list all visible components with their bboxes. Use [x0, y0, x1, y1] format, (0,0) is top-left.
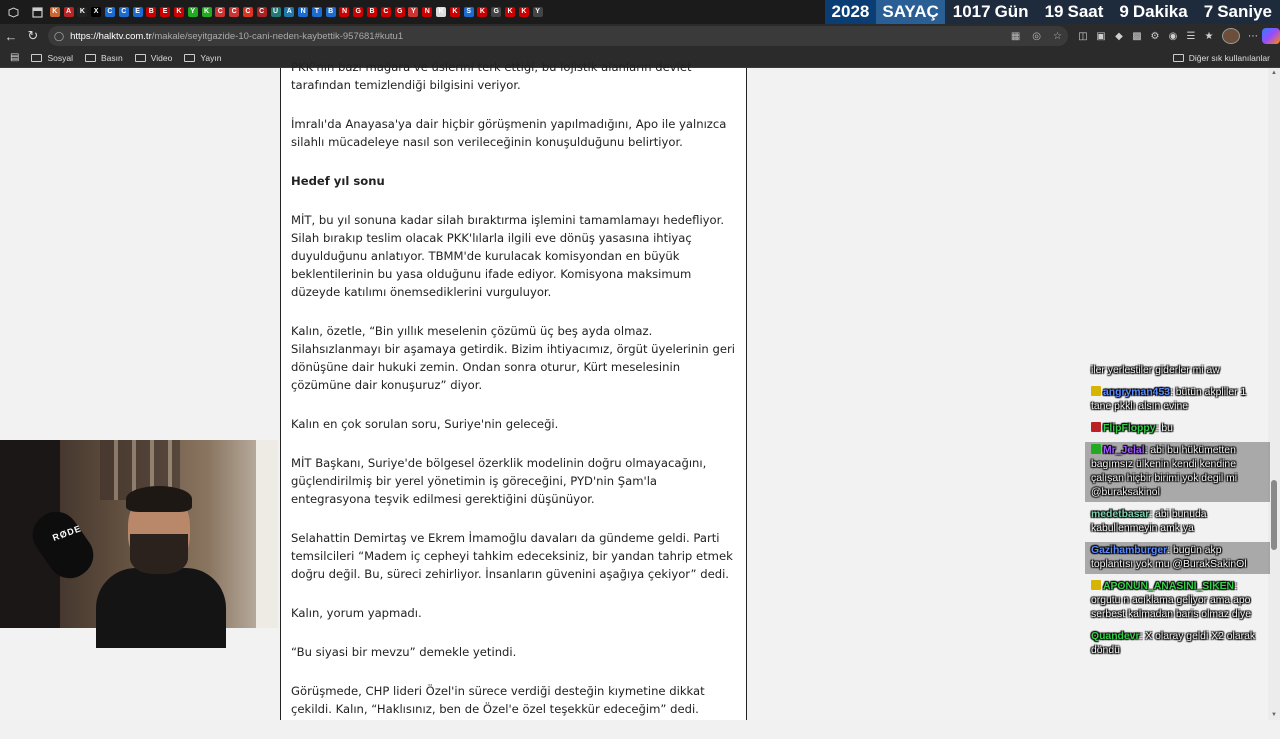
other-bookmarks[interactable]	[1173, 53, 1270, 63]
tab-favicon-icon: Y	[533, 7, 543, 17]
tab-favicon-icon: G	[491, 7, 501, 17]
chat-badge-icon	[1091, 386, 1101, 396]
browser-tab[interactable]	[103, 3, 117, 21]
tab-favicon-icon: C	[119, 7, 129, 17]
browser-tab[interactable]	[434, 3, 448, 21]
chat-message	[1085, 506, 1270, 538]
tab-favicon-icon: N	[339, 7, 349, 17]
tab-favicon-icon: G	[395, 7, 405, 17]
article-column	[280, 60, 747, 720]
article-paragraph: Kalın, yorum yapmadı.	[291, 606, 422, 620]
browser-tab[interactable]	[89, 3, 103, 21]
bookmark-folder[interactable]	[31, 53, 73, 63]
countdown-seconds: 7 Saniye	[1196, 0, 1280, 24]
chat-username: angryman453	[1103, 387, 1170, 398]
collections-icon[interactable]: ☰	[1186, 30, 1196, 42]
tab-favicon-icon: A	[284, 7, 294, 17]
browser-tab[interactable]	[531, 3, 545, 21]
countdown-label: SAYAÇ	[876, 0, 944, 24]
chat-message	[1085, 384, 1270, 416]
browser-tab[interactable]	[503, 3, 517, 21]
browser-tab[interactable]	[200, 3, 214, 21]
chat-text: X olaray geldi X2 olarak döndü	[1091, 631, 1256, 656]
chat-message	[1085, 362, 1270, 380]
favorites-menu-icon[interactable]: ▤	[10, 52, 20, 63]
browser-tab[interactable]	[379, 3, 393, 21]
bookmark-label: Sosyal	[47, 52, 73, 63]
article-paragraph: Kalın en çok sorulan soru, Suriye'nin geleceği.	[291, 417, 559, 431]
tab-favicon-icon: K	[477, 7, 487, 17]
profile-avatar[interactable]	[1222, 28, 1240, 44]
tab-favicon-icon: K	[202, 7, 212, 17]
tab-favicon-icon: K	[436, 7, 446, 17]
countdown-days: 1017 Gün	[945, 0, 1037, 24]
tab-favicon-icon: K	[519, 7, 529, 17]
scroll-down-icon[interactable]: ▼	[1271, 712, 1277, 718]
browser-tab[interactable]	[448, 3, 462, 21]
streamer	[96, 490, 206, 650]
extension-icon[interactable]: ⚙	[1150, 30, 1160, 42]
tab-favicon-icon: X	[91, 7, 101, 17]
url-text: https://halktv.com.tr/makale/seyitgazide-10-cani-neden-kaybettik-957681#kutu1	[70, 30, 404, 42]
tab-favicon-icon: T	[312, 7, 322, 17]
tab-favicon-icon: S	[464, 7, 474, 17]
chat-text: abi bu hükümetten bagımsız ülkenin kendi kendine çalışan hiçbir birimi yok degil mi @buraksakinol	[1091, 445, 1238, 498]
url-field[interactable]	[48, 26, 1068, 46]
chat-username: Quandevr	[1091, 631, 1140, 642]
chat-text: bu	[1161, 423, 1173, 434]
browser-tab[interactable]	[117, 3, 131, 21]
tab-favicon-icon: B	[326, 7, 336, 17]
folder-icon	[184, 54, 195, 62]
workspaces-icon[interactable]	[4, 3, 22, 21]
chat-message	[1085, 578, 1270, 624]
browser-tab[interactable]	[255, 3, 269, 21]
browser-tab[interactable]	[269, 3, 283, 21]
browser-tab[interactable]	[476, 3, 490, 21]
chat-separator: :	[1149, 509, 1156, 520]
tab-favicon-icon: E	[160, 7, 170, 17]
tab-actions-icon[interactable]	[28, 3, 46, 21]
split-screen-icon[interactable]: ◫	[1078, 30, 1088, 42]
tab-favicon-icon: U	[271, 7, 281, 17]
chat-message	[1085, 542, 1270, 574]
reload-icon[interactable]: ↻	[27, 28, 39, 43]
countdown-year: 2028	[825, 0, 877, 24]
chat-separator: :	[1234, 581, 1237, 592]
folder-icon	[31, 54, 42, 62]
tab-favicon-icon: K	[77, 7, 87, 17]
folder-icon	[135, 54, 146, 62]
tab-favicon-icon: B	[367, 7, 377, 17]
chat-separator: :	[1139, 631, 1146, 642]
chat-separator: :	[1170, 387, 1176, 398]
browser-tab[interactable]	[48, 3, 62, 21]
tab-favicon-icon: C	[105, 7, 115, 17]
tab-favicon-icon: N	[298, 7, 308, 17]
tab-favicon-icon: C	[243, 7, 253, 17]
browser-tab[interactable]	[352, 3, 366, 21]
scroll-up-icon[interactable]: ▲	[1271, 70, 1277, 76]
chat-separator: :	[1155, 423, 1162, 434]
extension-icon[interactable]: ▩	[1132, 30, 1142, 42]
article-subheading: Hedef yıl sonu	[291, 174, 385, 188]
article-paragraph: “Bu siyasi bir mevzu” demekle yetindi.	[291, 645, 517, 659]
browser-tab[interactable]	[393, 3, 407, 21]
tab-favicon-icon: K	[174, 7, 184, 17]
chat-text: bütün akpliler 1 tane pkklı alsın evine	[1091, 387, 1247, 412]
chat-text: abi bunuda kabullenmeyin amk ya	[1091, 509, 1207, 534]
article-paragraph: PKK'nin bazı mağara ve üslerini terk ettiği, bu lojistik alanların devlet tarafından temizlendiği bilgisini veriyor.	[291, 60, 692, 92]
chat-badge-icon	[1091, 422, 1101, 432]
browser-tab[interactable]	[490, 3, 504, 21]
article-paragraph: Kalın, özetle, “Bin yıllık meselenin çözümü üç beş ayda olmaz. Silahsızlanmayı bir aşamaya getirdik. Bizim ihtiyacımız, örgüt üyelerinin geri dönüşüne dair hukuki zemin. Ondan sonra oturur, Kürt meselesinin çözümüne dair konuşuruz” diyor.	[291, 324, 735, 392]
bookmark-label: Basın	[100, 52, 123, 63]
more-menu-icon[interactable]: ⋯	[1248, 30, 1258, 42]
browser-tab[interactable]	[310, 3, 324, 21]
read-aloud-icon[interactable]: ◎	[1032, 30, 1042, 42]
chat-separator: :	[1144, 445, 1151, 456]
apps-icon[interactable]: ▦	[1010, 30, 1021, 42]
chat-badge-icon	[1091, 444, 1101, 454]
tab-favicon-icon: A	[64, 7, 74, 17]
article-paragraph: İmralı'da Anayasa'ya dair hiçbir görüşmenin yapılmadığını, Apo ile yalnızca silahlı mücadeleye nasıl son verileceğinin konuşulduğunu belirtiyor.	[291, 117, 727, 149]
tab-favicon-icon: C	[229, 7, 239, 17]
mic-brand: RØDE	[51, 523, 83, 543]
folder-icon	[85, 54, 96, 62]
bookmark-label: Yayın	[200, 52, 222, 63]
browser-tab[interactable]	[227, 3, 241, 21]
browser-tab[interactable]	[131, 3, 145, 21]
address-bar-row	[0, 24, 1280, 48]
bookmark-folder[interactable]	[135, 53, 173, 63]
chat-badge-icon	[1091, 580, 1101, 590]
browser-tab[interactable]	[365, 3, 379, 21]
window-blind	[256, 440, 278, 628]
favorite-star-icon[interactable]: ☆	[1053, 30, 1062, 42]
tab-favicon-icon: C	[381, 7, 391, 17]
back-icon[interactable]: ←	[4, 28, 18, 44]
browser-tab[interactable]	[76, 3, 90, 21]
bookmark-folder[interactable]	[85, 53, 123, 63]
browser-tab[interactable]	[462, 3, 476, 21]
chat-username: Mr_Jelal	[1103, 445, 1145, 456]
browser-tab[interactable]	[186, 3, 200, 21]
article-paragraph: Görüşmede, CHP lideri Özel'in sürece verdiği desteğin kıymetine dikkat çekildi. Kalın, “Haklısınız, ben de Özel'e özel teşekkür edeceğim” dedi.	[291, 684, 705, 716]
chat-text: iler yerlestiler giderler mi aw	[1091, 365, 1220, 376]
chat-username: APONUN_ANASINI_SIKEN	[1103, 581, 1235, 592]
chat-text: orgutu n acıklama geliyor ama apo serbest kalmadan baris olmaz diye	[1091, 595, 1251, 620]
article-paragraph: MİT Başkanı, Suriye'de bölgesel özerklik modelinin doğru olmayacağını, güçlendirilmiş bir yerel yönetimin iş göreceğini, PYD'nin Şam'la entegrasyona teşvik edilmesi gerektiğini düşünüyor.	[291, 456, 707, 506]
tab-favicon-icon: C	[215, 7, 225, 17]
chat-username: Gazihamburger	[1091, 545, 1168, 556]
tab-strip	[0, 0, 1280, 24]
browser-tab[interactable]	[241, 3, 255, 21]
extension-icon[interactable]: ◉	[1168, 30, 1178, 42]
browser-tab[interactable]	[283, 3, 297, 21]
tab-favicon-icon: K	[505, 7, 515, 17]
browser-tab[interactable]	[145, 3, 159, 21]
tab-favicon-icon: K	[450, 7, 460, 17]
webcam-overlay	[0, 440, 278, 628]
folder-icon	[1173, 54, 1184, 62]
chat-username: FlipFloppy	[1103, 423, 1156, 434]
tab-favicon-icon: E	[133, 7, 143, 17]
browser-tab[interactable]	[62, 3, 76, 21]
article-body	[291, 58, 736, 739]
scrollbar-thumb[interactable]	[1271, 480, 1277, 550]
countdown-minutes: 9 Dakika	[1111, 0, 1195, 24]
toolbar-extensions	[1074, 28, 1280, 44]
browser-tab[interactable]	[517, 3, 531, 21]
tab-favicon-icon: C	[257, 7, 267, 17]
chat-message	[1085, 442, 1270, 502]
tab-favicon-icon: G	[353, 7, 363, 17]
tab-favicon-icon: B	[146, 7, 156, 17]
article-paragraph: Selahattin Demirtaş ve Ekrem İmamoğlu davaları da gündeme geldi. Parti temsilcileri “Madem iç cepheyi tahkim edeceksiniz, bir yandan tahrip etmek doğru değil. Bu, süreci zehirliyor. İnsanların güvenini aşağıya çekiyor” dedi.	[291, 531, 733, 581]
bookmark-label: Video	[150, 52, 173, 63]
extension-icon[interactable]: ◆	[1115, 30, 1123, 42]
browser-tab[interactable]	[172, 3, 186, 21]
countdown-widget	[825, 0, 1280, 24]
browser-tab[interactable]	[421, 3, 435, 21]
chat-separator: :	[1167, 545, 1173, 556]
chat-username: medetbasar	[1091, 509, 1150, 520]
chat-text: bugün akp toplantısı yok mu @BurakSakinOl	[1091, 545, 1247, 570]
other-bookmarks-label: Diğer sık kullanılanlar	[1188, 52, 1270, 63]
chat-message	[1085, 628, 1270, 660]
extension-icon[interactable]: ▣	[1096, 30, 1106, 42]
browser-tab[interactable]	[158, 3, 172, 21]
tab-favicon-icon: Y	[188, 7, 198, 17]
browser-tab[interactable]	[324, 3, 338, 21]
countdown-hours: 19 Saat	[1037, 0, 1112, 24]
tab-favicon-icon: Y	[408, 7, 418, 17]
tab-favicon-icon: N	[422, 7, 432, 17]
article-paragraph: MİT, bu yıl sonuna kadar silah bıraktırma işlemini tamamlamayı hedefliyor. Silah bırakıp teslim olacak PKK'lılarla ilgili eve dönüş yasasına ihtiyaç duyulduğunu anlatıyor. TBMM'de kurulacak komisyondan en büyük beklentilerinin bu yasa olduğunu ifade ediyor. Komisyona maksimum düzeyde katılımı önemsediklerini vurguluyor.	[291, 213, 725, 299]
tab-list	[48, 0, 825, 24]
browser-tab[interactable]	[407, 3, 421, 21]
stream-chat-overlay	[1085, 362, 1270, 720]
browser-tab[interactable]	[296, 3, 310, 21]
favorites-icon[interactable]: ★	[1204, 30, 1214, 42]
chat-message	[1085, 420, 1270, 438]
browser-tab[interactable]	[338, 3, 352, 21]
bookmark-folder[interactable]	[184, 53, 221, 63]
site-info-icon[interactable]: ◯	[54, 30, 65, 41]
browser-tab[interactable]	[214, 3, 228, 21]
copilot-icon[interactable]	[1262, 28, 1280, 44]
tab-favicon-icon: K	[50, 7, 60, 17]
